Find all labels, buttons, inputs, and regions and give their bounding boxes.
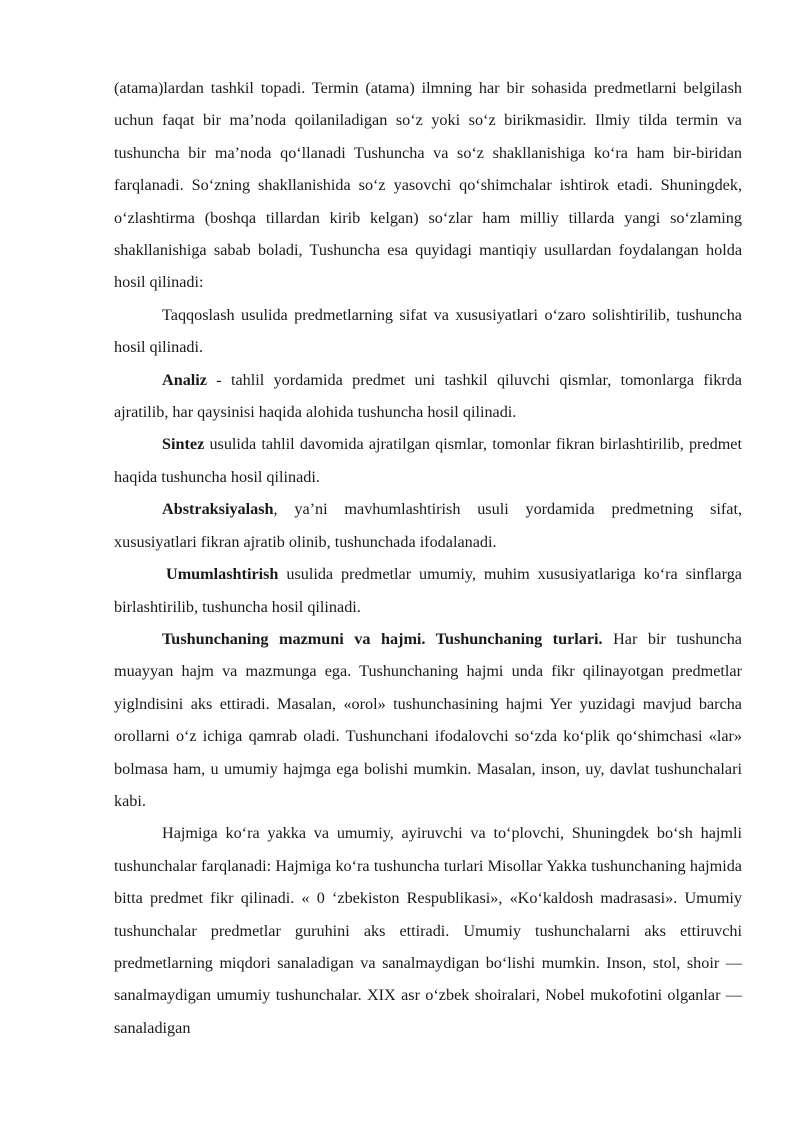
paragraph-text: Har bir tushuncha muayyan hajm va mazmunga ega. Tushunchaning hajmi unda fikr qilinayotgan predmetlar yiglndisini aks ettiradi. Masalan, «orol» tushunchasining hajmi Yer yuzidagi mavjud barcha orollarni o‘z ichiga qamrab oladi. Tushunchani ifodalovchi so‘zda ko‘plik qo‘shimchasi «lar» bolmasa ham, u umumiy hajmga ega bolishi mumkin. Masalan, inson, uy, davlat tushunchalari kabi. <box>114 629 742 810</box>
paragraph-text: , ya’ni mavhumlashtirish usuli yordamida predmetning sifat, xususiyatlari fikran ajratib olinib, tushunchada ifodalanadi. <box>114 500 742 551</box>
paragraph-sintez <box>114 428 742 493</box>
paragraph-taqqoslash <box>114 299 742 364</box>
section-heading: Tushunchaning mazmuni va hajmi. Tushunchaning turlari. <box>162 629 603 648</box>
paragraph-text: usulida predmetlar umumiy, muhim xususiyatlariga ko‘ra sinflarga birlashtirilib, tushuncha hosil qilinadi. <box>114 565 742 616</box>
paragraph-abstraksiyalash <box>114 493 742 558</box>
paragraph-text: - tahlil yordamida predmet uni tashkil qiluvchi qismlar, tomonlarga fikrda ajratilib, har qaysinisi haqida alohida tushuncha hosil qilinadi. <box>114 370 742 422</box>
term-umumlashtirish: Umumlashtirish <box>166 565 279 584</box>
paragraph-umumlashtirish <box>114 558 742 623</box>
paragraph-text: (atama)lardan tashkil topadi. Termin (atama) ilmning har bir sohasida predmetlarni belgilash uchun faqat bir ma’noda qoilaniladigan so‘z yoki so‘z birikmasidir. Ilmiy tilda termin va tushuncha bir ma’noda qo‘llanadi Tushuncha va so‘z shakllanishiga ko‘ra ham bir-biridan farqlanadi. So‘zning shakllanishida so‘z yasovchi qo‘shimchalar ishtirok etadi. Shuningdek, o‘zlashtirma (boshqa tillardan kirib kelgan) so‘zlar ham milliy tillarda yangi so‘zlaming shakllanishiga sabab boladi, Tushuncha esa quyidagi mantiqiy usullardan foydalangan holda hosil qilinadi: <box>114 79 742 292</box>
paragraph-mazmun-hajm <box>114 623 742 817</box>
term-sintez: Sintez <box>162 435 205 454</box>
paragraph-continuation <box>114 72 742 299</box>
paragraph-analiz <box>114 364 742 429</box>
paragraph-text: Hajmiga ko‘ra yakka va umumiy, ayiruvchi va to‘plovchi, Shuningdek bo‘sh hajmli tushunchalar farqlanadi: Hajmiga ko‘ra tushuncha turlari Misollar Yakka tushunchaning hajmida bitta predmet fikr qilinadi. « 0 ‘zbekiston Respublikasi», «Ko‘kaldosh madrasasi». Umumiy tushunchalar predmetlar guruhini aks ettiradi. Umumiy tushunchalarni aks ettiruvchi predmetlarning miqdori sanaladigan va sanalmaydigan bo‘lishi mumkin. Inson, stol, shoir — sanalmaydigan umumiy tushunchalar. XIX asr o‘zbek shoiralari, Nobel mukofotini olganlar — sanaladigan <box>114 824 742 1037</box>
term-analiz: Analiz <box>162 370 207 389</box>
paragraph-text: usulida tahlil davomida ajratilgan qismlar, tomonlar fikran birlashtirilib, predmet haqida tushuncha hosil qilinadi. <box>114 435 742 486</box>
document-page <box>114 72 742 1044</box>
term-abstraksiyalash: Abstraksiyalash <box>162 500 274 519</box>
paragraph-hajmiga-kora <box>114 817 742 1044</box>
paragraph-text: Taqqoslash usulida predmetlarning sifat va xususiyatlari o‘zaro solishtirilib, tushuncha hosil qilinadi. <box>114 305 742 357</box>
